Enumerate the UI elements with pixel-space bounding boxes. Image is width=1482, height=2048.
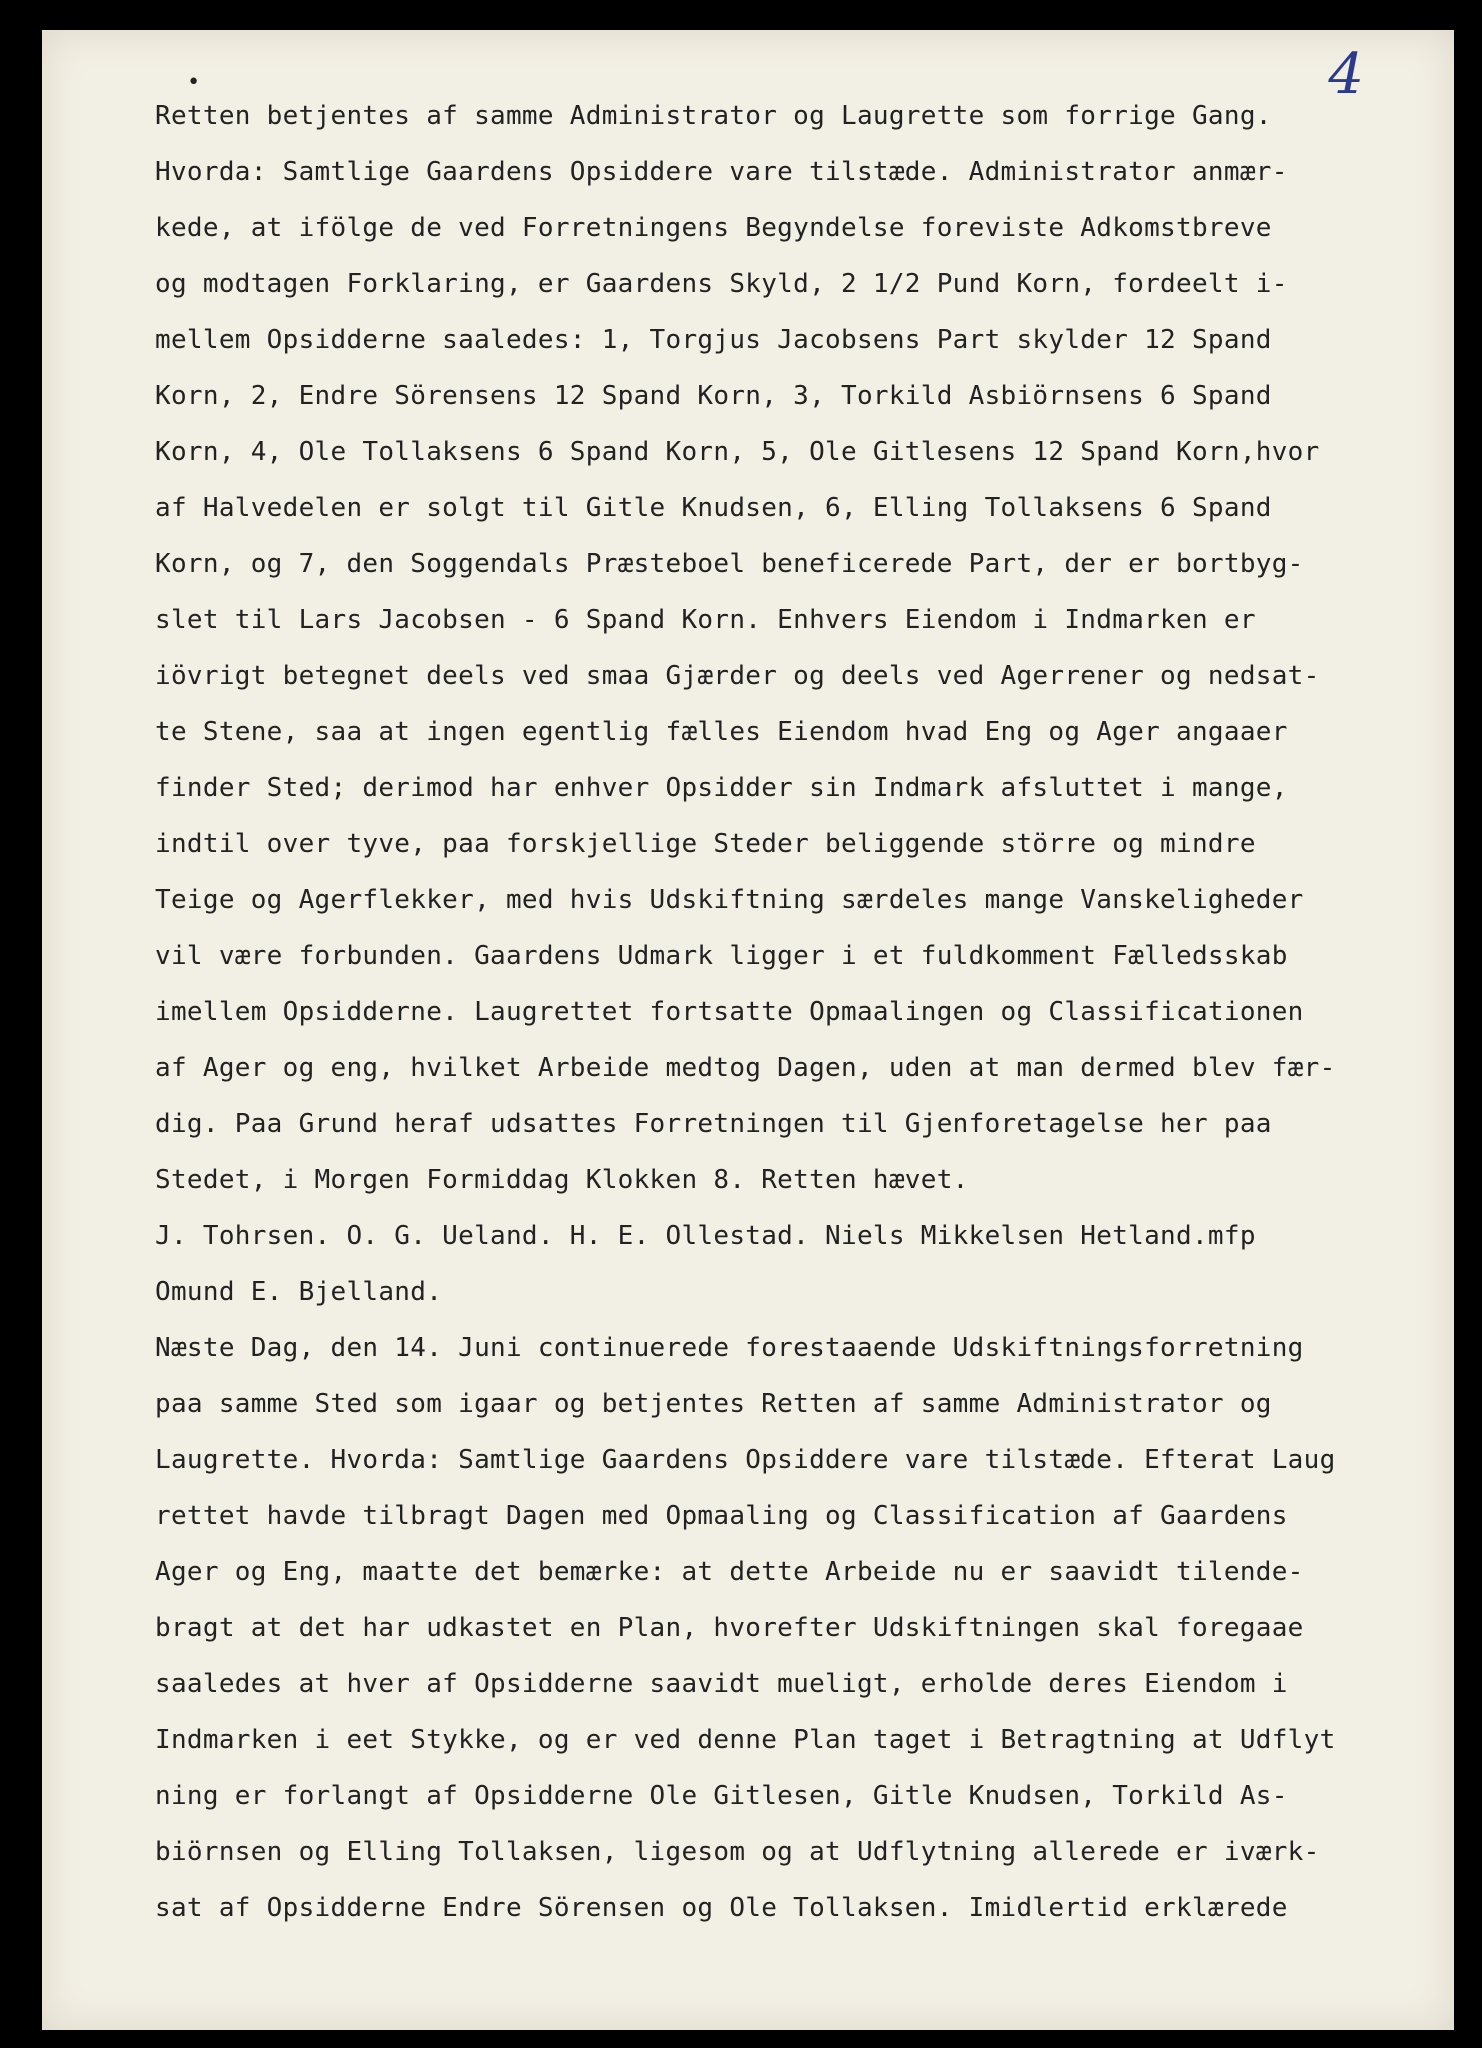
text-line: ning er forlangt af Opsidderne Ole Gitlesen, Gitle Knudsen, Torkild As-: [155, 1781, 1288, 1811]
text-line: Laugrette. Hvorda: Samtlige Gaardens Opsiddere vare tilstæde. Efterat Laug: [155, 1445, 1336, 1475]
text-line: af Halvedelen er solgt til Gitle Knudsen, 6, Elling Tollaksens 6 Spand: [155, 493, 1272, 523]
text-line: Hvorda: Samtlige Gaardens Opsiddere vare tilstæde. Administrator anmær-: [155, 157, 1288, 187]
text-line: Retten betjentes af samme Administrator og Laugrette som forrige Gang.: [155, 101, 1272, 131]
corner-mark: •: [187, 70, 201, 95]
text-line: og modtagen Forklaring, er Gaardens Skyld, 2 1/2 Pund Korn, fordeelt i-: [155, 269, 1288, 299]
text-line: rettet havde tilbragt Dagen med Opmaaling og Classification af Gaardens: [155, 1501, 1288, 1531]
text-line: mellem Opsidderne saaledes: 1, Torgjus Jacobsens Part skylder 12 Spand: [155, 325, 1272, 355]
text-line: biörnsen og Elling Tollaksen, ligesom og at Udflytning allerede er iværk-: [155, 1837, 1320, 1867]
text-line: Indmarken i eet Stykke, og er ved denne Plan taget i Betragtning at Udflyt: [155, 1725, 1336, 1755]
text-line: Stedet, i Morgen Formiddag Klokken 8. Retten hævet.: [155, 1165, 969, 1195]
text-line: Korn, og 7, den Soggendals Præsteboel beneficerede Part, der er bortbyg-: [155, 549, 1304, 579]
text-line: Ager og Eng, maatte det bemærke: at dette Arbeide nu er saavidt tilende-: [155, 1557, 1304, 1587]
text-line: paa samme Sted som igaar og betjentes Retten af samme Administrator og: [155, 1389, 1272, 1419]
text-line: Korn, 2, Endre Sörensens 12 Spand Korn, 3, Torkild Asbiörnsens 6 Spand: [155, 381, 1272, 411]
text-line: kede, at ifölge de ved Forretningens Begyndelse foreviste Adkomstbreve: [155, 213, 1272, 243]
text-line: finder Sted; derimod har enhver Opsidder sin Indmark afsluttet i mange,: [155, 773, 1288, 803]
text-line: Næste Dag, den 14. Juni continuerede forestaaende Udskiftningsforretning: [155, 1333, 1304, 1363]
text-line: Omund E. Bjelland.: [155, 1277, 443, 1307]
text-line: indtil over tyve, paa forskjellige Steder beliggende större og mindre: [155, 829, 1256, 859]
text-line: iövrigt betegnet deels ved smaa Gjærder og deels ved Agerrener og nedsat-: [155, 661, 1320, 691]
text-line: slet til Lars Jacobsen - 6 Spand Korn. Enhvers Eiendom i Indmarken er: [155, 605, 1256, 635]
document-text: [155, 88, 1405, 1936]
page-number: 4: [1328, 42, 1364, 107]
text-line: J. Tohrsen. O. G. Ueland. H. E. Ollestad. Niels Mikkelsen Hetland.mfp: [155, 1221, 1256, 1251]
text-line: vil være forbunden. Gaardens Udmark ligger i et fuldkomment Fælledsskab: [155, 941, 1288, 971]
text-line: Teige og Agerflekker, med hvis Udskiftning særdeles mange Vanskeligheder: [155, 885, 1304, 915]
text-line: te Stene, saa at ingen egentlig fælles Eiendom hvad Eng og Ager angaaer: [155, 717, 1288, 747]
text-line: bragt at det har udkastet en Plan, hvorefter Udskiftningen skal foregaae: [155, 1613, 1304, 1643]
text-line: imellem Opsidderne. Laugrettet fortsatte Opmaalingen og Classificationen: [155, 997, 1304, 1027]
text-line: saaledes at hver af Opsidderne saavidt mueligt, erholde deres Eiendom i: [155, 1669, 1288, 1699]
text-line: af Ager og eng, hvilket Arbeide medtog Dagen, uden at man dermed blev fær-: [155, 1053, 1336, 1083]
text-line: sat af Opsidderne Endre Sörensen og Ole Tollaksen. Imidlertid erklærede: [155, 1893, 1288, 1923]
text-line: Korn, 4, Ole Tollaksens 6 Spand Korn, 5, Ole Gitlesens 12 Spand Korn,hvor: [155, 437, 1320, 467]
text-line: dig. Paa Grund heraf udsattes Forretningen til Gjenforetagelse her paa: [155, 1109, 1272, 1139]
